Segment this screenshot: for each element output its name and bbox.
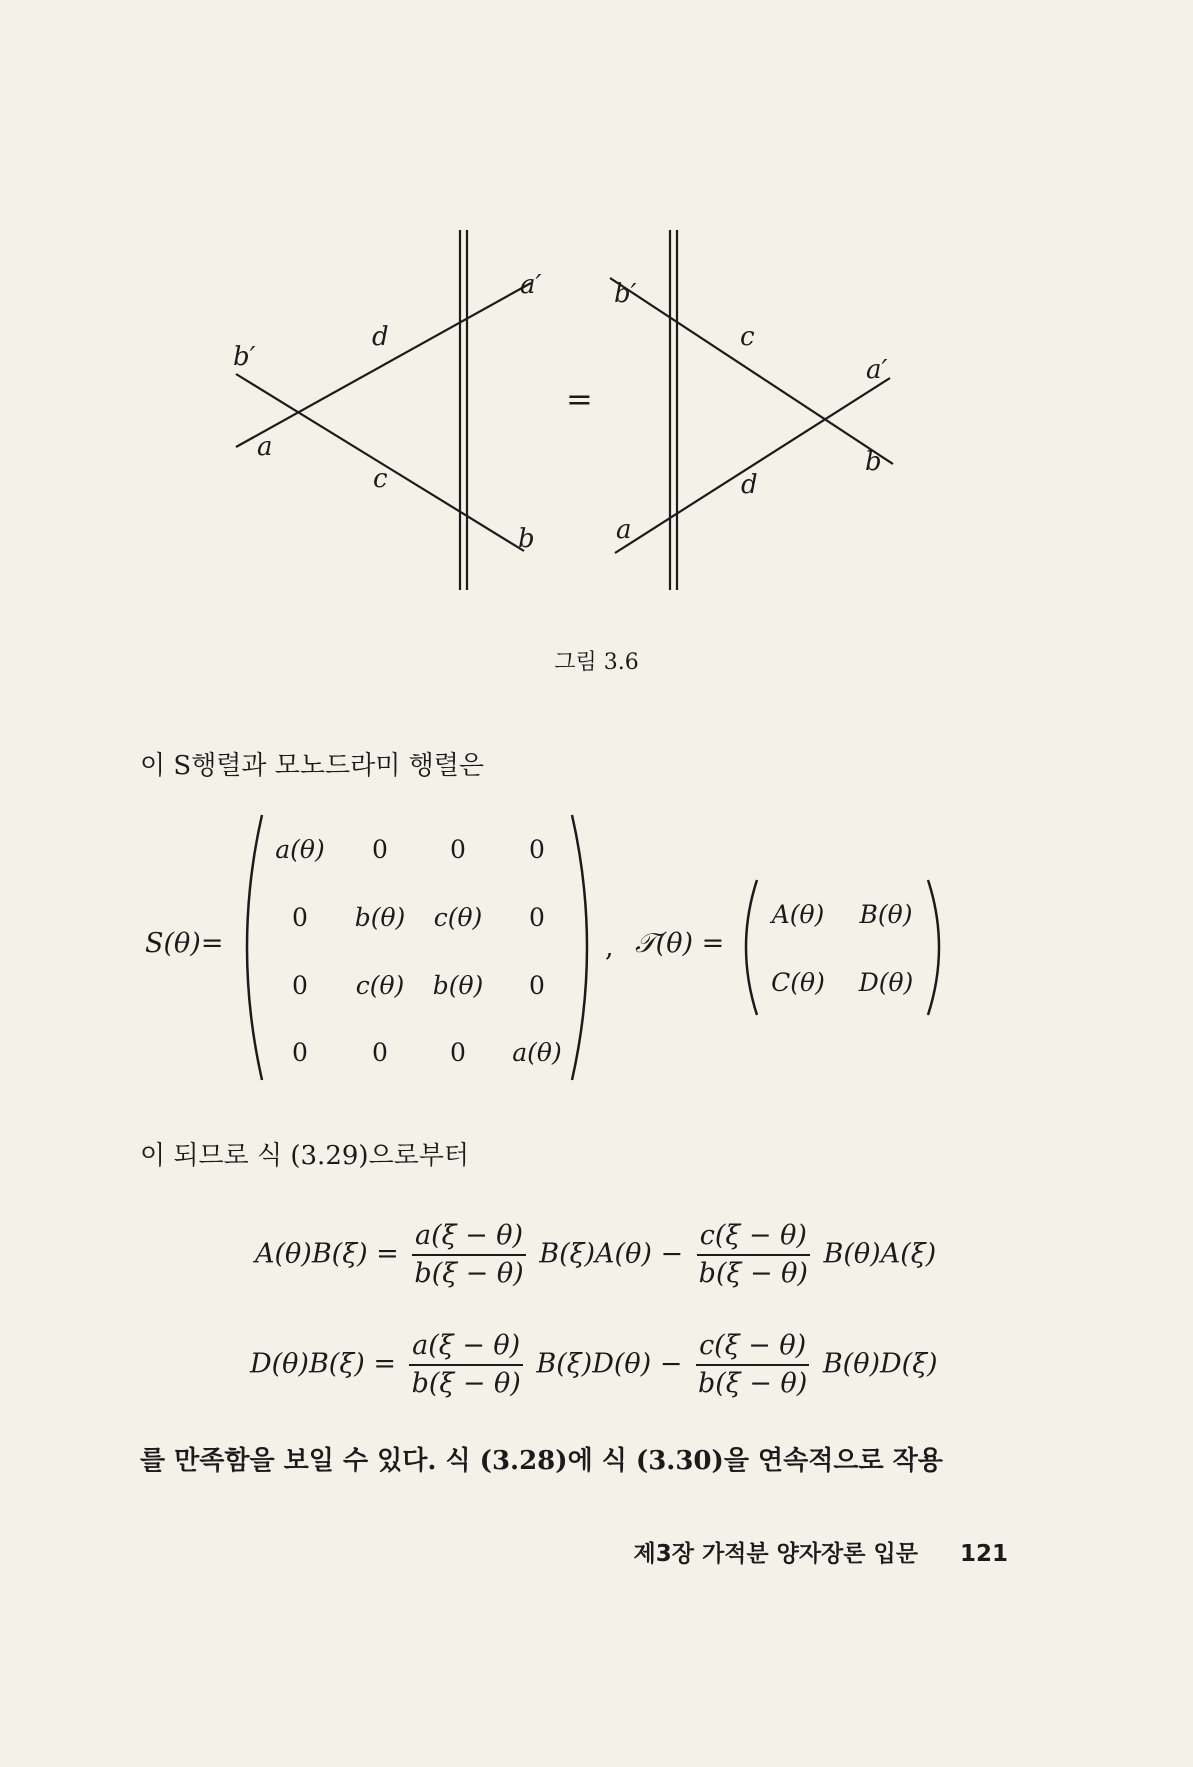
matrix-t-brackets (735, 875, 950, 1020)
equation-1-fraction-2 (696, 1218, 811, 1292)
label-right-d: d (741, 470, 758, 500)
equation-2-fraction-2 (695, 1328, 810, 1402)
equation-1-fraction-2-numerator: c(ξ − θ) (697, 1218, 810, 1256)
label-right-a-prime: a′ (866, 355, 888, 385)
right-line-b (610, 278, 893, 464)
matrix-s-cell-1-0: 0 (292, 903, 308, 932)
page-footer (634, 1535, 1008, 1568)
matrix-s-cell-2-3: 0 (529, 971, 545, 1000)
equation-2-middle: B(ξ)D(θ) − (536, 1348, 683, 1380)
equation-1-fraction-1-numerator: a(ξ − θ) (412, 1218, 526, 1256)
matrix-s-cell-3-1: 0 (372, 1038, 388, 1067)
matrix-s-cell-3-3: a(θ) (512, 1038, 562, 1067)
equation-1-fraction-1 (411, 1218, 526, 1292)
matrix-s-cell-0-2: 0 (450, 835, 466, 864)
text-line-1: 이 S행렬과 모노드라미 행렬은 (140, 751, 484, 781)
equation-1-tail: B(θ)A(ξ) (823, 1238, 937, 1270)
matrix-s-cell-1-2: c(θ) (433, 903, 483, 932)
matrix-s-cell-3-2: 0 (450, 1038, 466, 1067)
equation-2-lhs: D(θ)B(ξ) = (250, 1348, 396, 1380)
matrix-t-cell-0-0: A(θ) (771, 900, 825, 929)
label-left-b-prime: b′ (233, 342, 256, 372)
equation-1-lhs: A(θ)B(ξ) = (255, 1238, 399, 1270)
matrix-s-cell-2-0: 0 (292, 971, 308, 1000)
left-line-a (236, 283, 531, 447)
label-left-c: c (373, 464, 388, 494)
matrix-t-cell-1-1: D(θ) (858, 968, 914, 997)
left-line-b (236, 374, 524, 551)
equation-1-fraction-2-denominator: b(ξ − θ) (698, 1258, 808, 1289)
matrix-s-lhs: S(θ)= (145, 928, 224, 959)
figure-caption: 그림 3.6 (554, 650, 639, 675)
matrix-s-cell-1-1: b(θ) (354, 903, 406, 932)
right-line-a (615, 378, 890, 553)
equation-2-tail: B(θ)D(ξ) (822, 1348, 938, 1380)
matrix-s-cell-2-1: c(θ) (355, 971, 405, 1000)
figure-3-6 (0, 0, 1193, 640)
label-right-c: c (740, 322, 755, 352)
matrix-s-cell-0-3: 0 (529, 835, 545, 864)
equation-2-fraction-1-numerator: a(ξ − θ) (409, 1328, 523, 1366)
label-left-a: a (257, 432, 273, 462)
label-left-b: b (518, 524, 535, 554)
text-line-2: 이 되므로 식 (3.29)으로부터 (140, 1141, 470, 1171)
label-equals: = (566, 380, 593, 418)
matrix-s-cell-3-0: 0 (292, 1038, 308, 1067)
matrix-s-cell-0-0: a(θ) (275, 835, 325, 864)
matrix-s-comma: , (605, 932, 614, 963)
label-right-a: a (616, 515, 632, 545)
matrix-s-cell-0-1: 0 (372, 835, 388, 864)
equation-1-middle: B(ξ)A(θ) − (539, 1238, 684, 1270)
equation-1-fraction-1-denominator: b(ξ − θ) (414, 1258, 524, 1289)
chapter-title: 제3장 가적분 양자장론 입문 (633, 1541, 918, 1567)
matrix-t-cell-0-1: B(θ) (859, 900, 913, 929)
equation-2-fraction-2-numerator: c(ξ − θ) (696, 1328, 809, 1366)
label-right-b-prime: b′ (614, 279, 637, 309)
equation-1 (255, 1218, 936, 1292)
label-left-d: d (372, 322, 389, 352)
equation-2-fraction-1 (409, 1328, 524, 1402)
page-number: 121 (959, 1541, 1008, 1567)
equation-2-fraction-1-denominator: b(ξ − θ) (411, 1368, 521, 1399)
label-right-b: b (865, 447, 882, 477)
equation-2 (250, 1328, 938, 1402)
matrix-t-cell-1-0: C(θ) (771, 968, 825, 997)
matrix-s-cell-1-3: 0 (529, 903, 545, 932)
matrix-t-lhs: 𝒯(θ) = (635, 928, 725, 959)
matrix-s-cell-2-2: b(θ) (432, 971, 484, 1000)
text-line-3: 를 만족함을 보일 수 있다. 식 (3.28)에 식 (3.30)을 연속적으로 작용 (140, 1446, 943, 1476)
equation-2-fraction-2-denominator: b(ξ − θ) (697, 1368, 808, 1399)
label-left-a-prime: a′ (520, 270, 542, 300)
